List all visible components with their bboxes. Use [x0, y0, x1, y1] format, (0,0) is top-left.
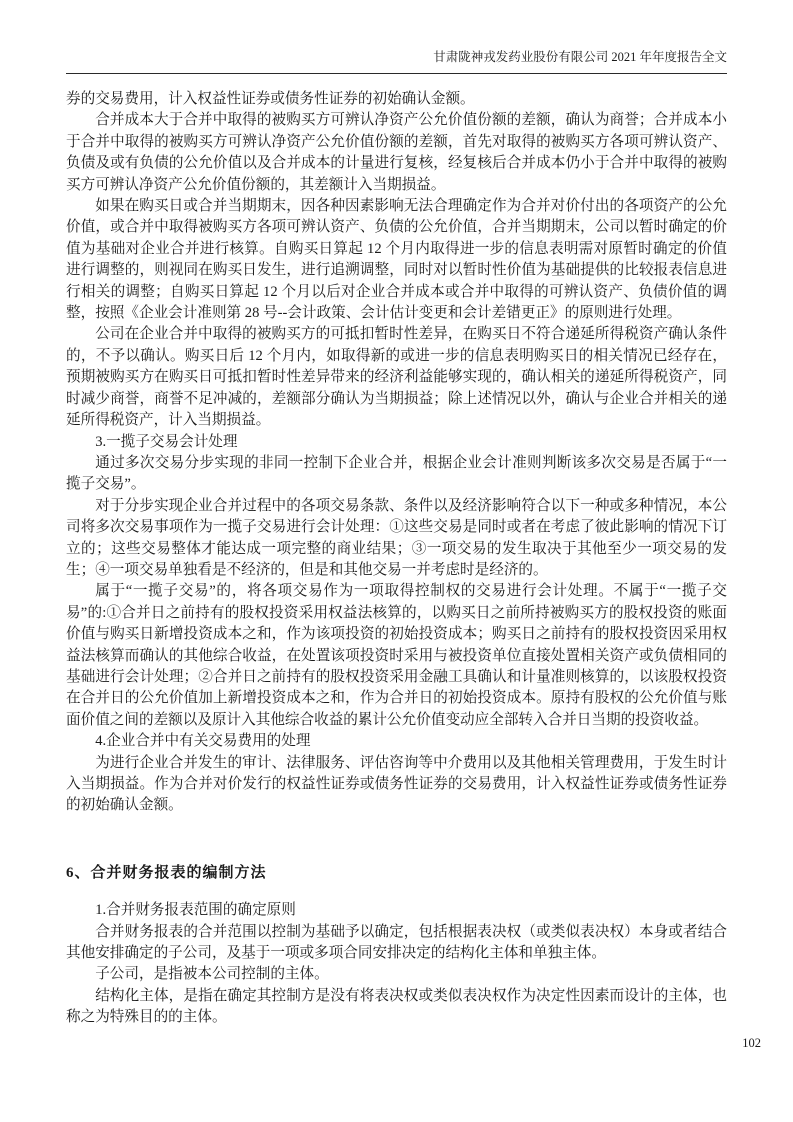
document-body: [66, 89, 727, 1029]
paragraph: 对于分步实现企业合并过程中的各项交易条款、条件以及经济影响符合以下一种或多种情况，本公司将多次交易事项作为一揽子交易进行会计处理：①这些交易是同时或者在考虑了彼此影响的情况下订立的；这些交易整体才能达成一项完整的商业结果；③一项交易的发生取决于其他至少一项交易的发生；④一项交易单独看是不经济的，但是和其他交易一并考虑时是经济的。: [66, 497, 727, 578]
paragraph: 属于“一揽子交易”的，将各项交易作为一项取得控制权的交易进行会计处理。不属于“一揽子交易”的:①合并日之前持有的股权投资采用权益法核算的，以购买日之前所持被购买方的股权投资的账面价值与购买日新增投资成本之和，作为该项投资的初始投资成本；购买日之前持有的股权投资因采用权益法核算而确认的其他综合收益，在处置该项投资时采用与被投资单位直接处置相关资产或负债相同的基础进行会计处理；②合并日之前持有的股权投资采用金融工具确认和计量准则核算的，以该股权投资在合并日的公允价值加上新增投资成本之和，作为合并日的初始投资成本。原持有股权的公允价值与账面价值之间的差额以及原计入其他综合收益的累计公允价值变动应全部转入合并日当期的投资收益。: [66, 583, 727, 728]
paragraph: 子公司，是指被本公司控制的主体。: [95, 966, 329, 983]
subsection-title: 1.合并财务报表范围的确定原则: [95, 902, 296, 919]
paragraph: 如果在购买日或合并当期期末，因各种因素影响无法合理确定作为合并对价付出的各项资产的公允价值，或合并中取得被购买方各项可辨认资产、负债的公允价值，合并当期期末，公司以暂时确定的价值为基础对企业合并进行核算。自购买日算起 12 个月内取得进一步的信息表明需对原暂时确定的价值进行调整的，则视同在购买日发生，进行追溯调整，同时对以暂时性价值为基础提供的比较报表信息进行相关的调整；自购买日算起 12 个月以后对企业合并成本或合并中取得的可辨认资产、负债价值的调整，按照《企业会计准则第 28 号--会计政策、会计估计变更和会计差错更正》的原则进行处理。: [66, 198, 727, 322]
paragraph: 公司在企业合并中取得的被购买方的可抵扣暂时性差异，在购买日不符合递延所得税资产确认条件的，不予以确认。购买日后 12 个月内，如取得新的或进一步的信息表明购买日的相关情况已经存在，预期被购买方在购买日可抵扣暂时性差异带来的经济利益能够实现的，确认相关的递延所得税资产，同时减少商誉，商誉不足冲减的，差额部分确认为当期损益；除上述情况以外，确认与企业合并相关的递延所得税资产，计入当期损益。: [66, 326, 727, 429]
page-header: [66, 48, 727, 74]
paragraph: 结构化主体，是指在确定其控制方是没有将表决权或类似表决权作为决定性因素而设计的主体，也称之为特殊目的的主体。: [66, 987, 727, 1026]
paragraph: 合并成本大于合并中取得的被购买方可辨认净资产公允价值份额的差额，确认为商誉；合并成本小于合并中取得的被购买方可辨认净资产公允价值份额的差额，首先对取得的被购买方各项可辨认资产、负债及或有负债的公允价值以及合并成本的计量进行复核，经复核后合并成本仍小于合并中取得的被购买方可辨认净资产公允价值份额的，其差额计入当期损益。: [66, 112, 727, 193]
paragraph-continuation: 券的交易费用，计入权益性证券或债务性证券的初始确认金额。: [66, 91, 475, 107]
paragraph: 通过多次交易分步实现的非同一控制下企业合并，根据企业会计准则判断该多次交易是否属于“一揽子交易”。: [66, 454, 727, 493]
report-title: 甘肃陇神戎发药业股份有限公司 2021 年年度报告全文: [433, 50, 727, 64]
paragraph: 合并财务报表的合并范围以控制为基础予以确定，包括根据表决权（或类似表决权）本身或者结合其他安排确定的子公司，及基于一项或多项合同安排决定的结构化主体和单独主体。: [66, 923, 727, 962]
page-number: 102: [742, 1036, 761, 1050]
paragraph: 为进行企业合并发生的审计、法律服务、评估咨询等中介费用以及其他相关管理费用，于发生时计入当期损益。作为合并对价发行的权益性证券或债务性证券的交易费用，计入权益性证券或债务性证券的初始确认金额。: [66, 754, 727, 814]
subsection-title: 4.企业合并中有关交易费用的处理: [95, 733, 311, 750]
subsection-title: 3.一揽子交易会计处理: [95, 433, 238, 450]
section-heading: 6、合并财务报表的编制方法: [66, 864, 267, 881]
